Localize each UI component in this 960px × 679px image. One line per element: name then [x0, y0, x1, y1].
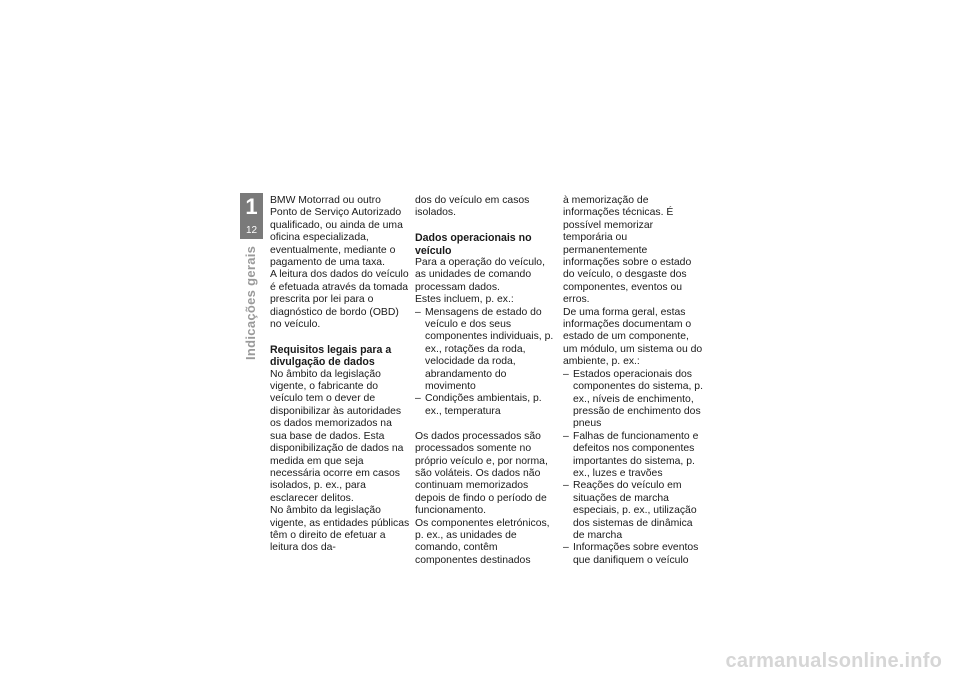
paragraph: Os dados processados são processados somente no próprio veículo e, por norma, são voláteis. Os dados não continuam memorizados depois de findo o período de funcionamento. — [415, 430, 548, 517]
bullet-list — [563, 369, 703, 568]
paragraph: No âmbito da legislação vigente, o fabricante do veículo tem o dever de disponibilizar às autoridades os dados memorizados na sua base de dados. Esta disponibilização de dados na medida em que seja necessária ocorre em casos isolados, p. ex., para esclarecer delitos. — [270, 368, 404, 504]
list-item: – Condições ambientais, p. ex., temperatura — [415, 393, 555, 418]
list-item: – Mensagens de estado do veículo e dos seus componentes individuais, p. ex., rotações da roda, velocidade da roda, abrandamento do movimento — [415, 307, 555, 394]
text-column-3 — [563, 195, 703, 567]
paragraph: dos do veículo em casos isolados. — [415, 195, 530, 219]
paragraph: à memorização de informações técnicas. É possível memorizar temporária ou permanentemente informações sobre o estado do veículo, o desgaste dos componentes, eventos ou erros. — [563, 195, 692, 306]
paragraph: Estes incluem, p. ex.: — [415, 294, 514, 306]
list-item: – Falhas de funcionamento e defeitos nos componentes importantes do sistema, p. ex., luzes e travões — [563, 431, 703, 481]
section-heading: Dados operacionais no veículo — [415, 232, 532, 257]
chapter-number: 1 — [245, 194, 258, 219]
bullet-list — [415, 307, 555, 419]
paragraph: Os componentes eletrónicos, p. ex., as unidades de comando, contêm componentes destinados — [415, 517, 550, 566]
list-item: – Informações sobre eventos que danifiquem o veículo — [563, 542, 703, 567]
watermark: carmanualsonline.info — [725, 650, 942, 672]
page-number: 12 — [245, 225, 258, 236]
text-column-1 — [270, 195, 410, 555]
paragraph: A leitura dos dados do veículo é efetuada através da tomada prescrita por lei para o diagnóstico de bordo (OBD) no veículo. — [270, 269, 409, 331]
text-column-2 — [415, 195, 555, 567]
list-item: – Reações do veículo em situações de marcha especiais, p. ex., utilização dos sistemas de dinâmica de marcha — [563, 480, 703, 542]
chapter-title: Indicações gerais — [243, 246, 258, 361]
paragraph: BMW Motorrad ou outro Ponto de Serviço Autorizado qualificado, ou ainda de uma oficina especializada, eventualmente, mediante o pagamento de uma taxa. — [270, 195, 403, 269]
paragraph: No âmbito da legislação vigente, as entidades públicas têm o direito de efetuar a leitura dos da- — [270, 505, 410, 554]
paragraph: De uma forma geral, estas informações documentam o estado de um componente, um módulo, um sistema ou do ambiente, p. ex.: — [563, 306, 703, 368]
section-heading: Requisitos legais para a divulgação de dados — [270, 343, 392, 369]
paragraph: Para a operação do veículo, as unidades de comando processam dados. — [415, 257, 545, 293]
list-item: – Estados operacionais dos componentes do sistema, p. ex., níveis de enchimento, pressão de enchimento dos pneus — [563, 369, 703, 431]
